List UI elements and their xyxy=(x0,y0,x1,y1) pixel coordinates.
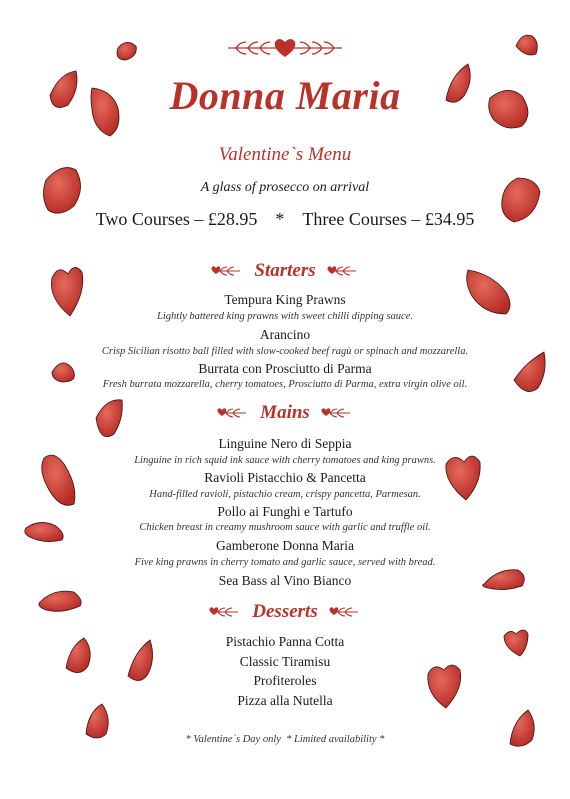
menu-item-name: Gamberone Donna Maria xyxy=(216,538,354,553)
menu-item-name: Pizza alla Nutella xyxy=(237,693,333,708)
section-heading-desserts xyxy=(0,601,570,624)
ornament-icon xyxy=(328,602,362,624)
menu-item-name: Pollo ai Funghi e Tartufo xyxy=(217,504,353,519)
section-heading-starters xyxy=(0,260,570,283)
petal-icon xyxy=(117,42,136,60)
menu-item-desc: Chicken breast in creamy mushroom sauce with garlic and truffle oil. xyxy=(139,522,431,533)
three-courses-price: Three Courses – £34.95 xyxy=(302,209,475,229)
menu-item-desc: Lightly battered king prawns with sweet chilli dipping sauce. xyxy=(157,311,413,322)
menu-subtitle: Valentine`s Menu xyxy=(218,144,352,165)
restaurant-title: Donna Maria xyxy=(169,73,401,118)
menu-item-name: Tempura King Prawns xyxy=(224,292,346,307)
petal-icon xyxy=(86,704,108,738)
menu-item-desc: Crisp Sicilian risotto ball filled with slow-cooked beef ragù or spinach and mozzarella. xyxy=(101,346,469,357)
starters-heading: Starters xyxy=(254,260,316,281)
two-courses-price: Two Courses – £28.95 xyxy=(95,209,258,229)
footer-note: * Valentine`s Day only * Limited availability * xyxy=(185,734,385,745)
menu-item-desc: Hand-filled ravioli, pistachio cream, crispy pancetta, Parmesan. xyxy=(149,489,421,500)
ornament-icon xyxy=(210,261,244,283)
section-heading-mains xyxy=(0,402,570,425)
ornament-icon xyxy=(216,403,250,425)
menu-item-name: Linguine Nero di Seppia xyxy=(218,436,352,451)
menu-item-name: Arancino xyxy=(259,327,311,342)
desserts-heading: Desserts xyxy=(252,601,318,622)
menu-item-name: Profiteroles xyxy=(253,673,317,688)
ornament-icon xyxy=(320,403,354,425)
menu-item-name: Ravioli Pistacchio & Pancetta xyxy=(204,470,366,485)
menu-item-name: Classic Tiramisu xyxy=(239,654,331,669)
menu-item-desc: Linguine in rich squid ink sauce with cherry tomatoes and king prawns. xyxy=(134,455,436,466)
ornament-icon xyxy=(326,261,360,283)
menu-item-name: Pistachio Panna Cotta xyxy=(225,634,345,649)
menu-item-name: Burrata con Prosciutto di Parma xyxy=(198,361,372,376)
heart-icon xyxy=(275,39,296,57)
arrival-offer: A glass of prosecco on arrival xyxy=(200,180,370,195)
price-line xyxy=(0,209,570,230)
mains-heading: Mains xyxy=(260,402,310,423)
menu-item-desc: Five king prawns in cherry tomato and garlic sauce, served with bread. xyxy=(134,557,436,568)
ornament-icon xyxy=(208,602,242,624)
menu-item-name: Sea Bass al Vino Bianco xyxy=(218,573,352,588)
menu-item-desc: Fresh burrata mozzarella, cherry tomatoes, Prosciutto di Parma, extra virgin olive oil. xyxy=(102,379,468,390)
petal-icon xyxy=(516,35,537,55)
price-separator: * xyxy=(275,209,285,229)
